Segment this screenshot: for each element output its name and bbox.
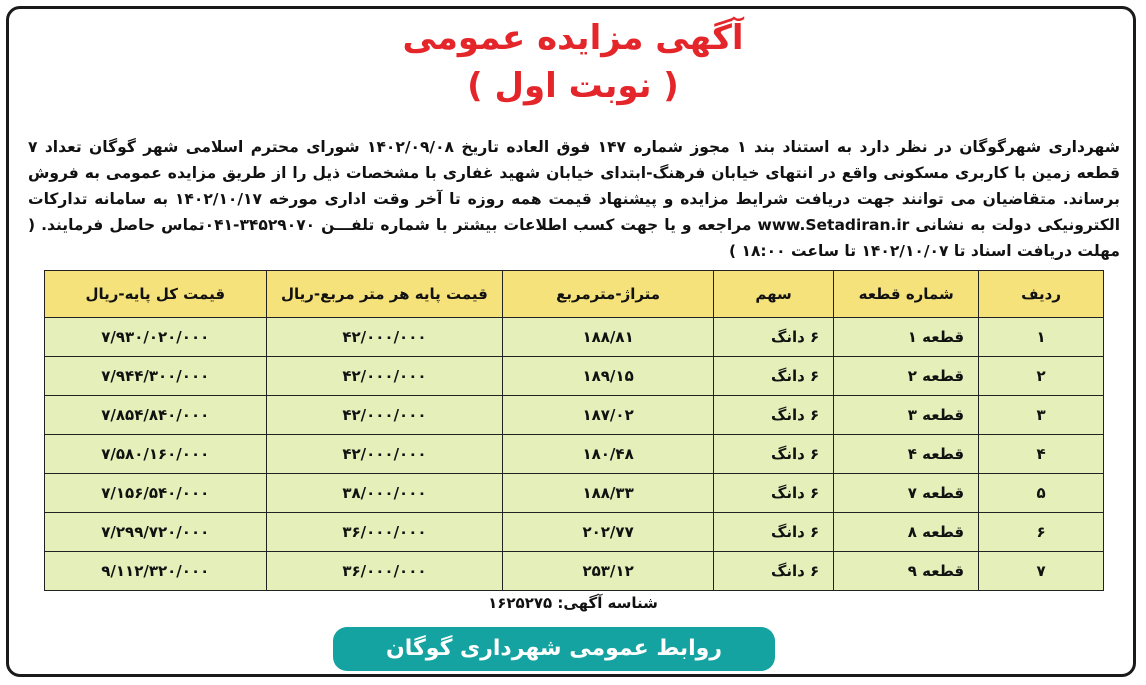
ad-identifier: شناسه آگهی: ۱۶۲۵۲۷۵ — [488, 594, 658, 612]
body-text-part2: مراجعه و یا جهت کسب اطلاعات بیشتر با شماره تلفـــن ۳۴۵۲۹۰۷۰-۰۴۱تماس حاصل فرمایند. ( مهلت دریافت اسناد تا ۱۴۰۲/۱۰/۰۷ تا ساعت ۱۸:۰۰ ) — [28, 216, 1120, 260]
footer-banner: روابط عمومی شهرداری گوگان — [333, 627, 775, 671]
header-area: متراژ-مترمربع — [503, 271, 714, 318]
notice-body — [28, 134, 1120, 264]
cell-row-number: ۶ — [979, 513, 1104, 552]
cell-share: ۶ دانگ — [713, 435, 833, 474]
cell-share: ۶ دانگ — [713, 552, 833, 591]
website-link[interactable]: www.Setadiran.ir — [757, 216, 910, 234]
cell-area: ۲۵۳/۱۲ — [503, 552, 714, 591]
table-row — [45, 435, 1104, 474]
cell-lot: قطعه ۲ — [834, 357, 979, 396]
cell-area: ۱۸۰/۴۸ — [503, 435, 714, 474]
cell-total-price: ۷/۲۹۹/۷۲۰/۰۰۰ — [45, 513, 267, 552]
table-row — [45, 474, 1104, 513]
cell-area: ۱۸۷/۰۲ — [503, 396, 714, 435]
cell-share: ۶ دانگ — [713, 396, 833, 435]
body-text-part1: شهرداری شهرگوگان در نظر دارد به استناد بند ۱ مجوز شماره ۱۴۷ فوق العاده تاریخ ۱۴۰۲/۰۹/۰۸ شورای محترم اسلامی شهر گوگان تعداد ۷ قطعه زمین با کاربری مسکونی واقع در انتهای خیابان فرهنگ-ابتدای خیابان شهید غفاری با مشخصات ذیل را از طریق مزایده عمومی به فروش برساند. متقاضیان می توانند جهت دریافت شرایط مزایده و پیشنهاد قیمت همه روزه تا آخر وقت اداری مورخه ۱۴۰۲/۱۰/۱۷ به سامانه تدارکات الکترونیکی دولت به نشانی — [28, 138, 1121, 234]
cell-share: ۶ دانگ — [713, 357, 833, 396]
table-row — [45, 357, 1104, 396]
cell-share: ۶ دانگ — [713, 318, 833, 357]
header-lot-number: شماره قطعه — [834, 271, 979, 318]
cell-row-number: ۷ — [979, 552, 1104, 591]
lots-table — [44, 270, 1104, 591]
cell-unit-price: ۳۶/۰۰۰/۰۰۰ — [266, 513, 503, 552]
cell-total-price: ۹/۱۱۲/۳۲۰/۰۰۰ — [45, 552, 267, 591]
cell-unit-price: ۴۲/۰۰۰/۰۰۰ — [266, 357, 503, 396]
cell-share: ۶ دانگ — [713, 474, 833, 513]
cell-total-price: ۷/۸۵۴/۸۴۰/۰۰۰ — [45, 396, 267, 435]
cell-row-number: ۵ — [979, 474, 1104, 513]
cell-area: ۱۸۸/۸۱ — [503, 318, 714, 357]
cell-lot: قطعه ۴ — [834, 435, 979, 474]
header-share: سهم — [713, 271, 833, 318]
cell-lot: قطعه ۳ — [834, 396, 979, 435]
cell-total-price: ۷/۹۳۰/۰۲۰/۰۰۰ — [45, 318, 267, 357]
notice-subtitle: ( نوبت اول ) — [467, 66, 679, 106]
cell-area: ۲۰۲/۷۷ — [503, 513, 714, 552]
cell-total-price: ۷/۹۴۴/۳۰۰/۰۰۰ — [45, 357, 267, 396]
header-total-price: قیمت کل پایه-ریال — [45, 271, 267, 318]
cell-lot: قطعه ۹ — [834, 552, 979, 591]
cell-unit-price: ۳۸/۰۰۰/۰۰۰ — [266, 474, 503, 513]
cell-row-number: ۲ — [979, 357, 1104, 396]
header-row-number: ردیف — [979, 271, 1104, 318]
table-row — [45, 396, 1104, 435]
table-row — [45, 513, 1104, 552]
cell-lot: قطعه ۷ — [834, 474, 979, 513]
cell-unit-price: ۴۲/۰۰۰/۰۰۰ — [266, 396, 503, 435]
cell-row-number: ۳ — [979, 396, 1104, 435]
cell-row-number: ۴ — [979, 435, 1104, 474]
table-row — [45, 552, 1104, 591]
cell-unit-price: ۴۲/۰۰۰/۰۰۰ — [266, 318, 503, 357]
cell-row-number: ۱ — [979, 318, 1104, 357]
cell-unit-price: ۴۲/۰۰۰/۰۰۰ — [266, 435, 503, 474]
cell-lot: قطعه ۸ — [834, 513, 979, 552]
cell-area: ۱۸۹/۱۵ — [503, 357, 714, 396]
table-row — [45, 318, 1104, 357]
header-unit-price: قیمت پایه هر متر مربع-ریال — [266, 271, 503, 318]
cell-total-price: ۷/۱۵۶/۵۴۰/۰۰۰ — [45, 474, 267, 513]
notice-title: آگهی مزایده عمومی — [402, 18, 744, 58]
cell-lot: قطعه ۱ — [834, 318, 979, 357]
cell-share: ۶ دانگ — [713, 513, 833, 552]
cell-total-price: ۷/۵۸۰/۱۶۰/۰۰۰ — [45, 435, 267, 474]
cell-unit-price: ۳۶/۰۰۰/۰۰۰ — [266, 552, 503, 591]
cell-area: ۱۸۸/۳۳ — [503, 474, 714, 513]
table-header-row — [45, 271, 1104, 318]
